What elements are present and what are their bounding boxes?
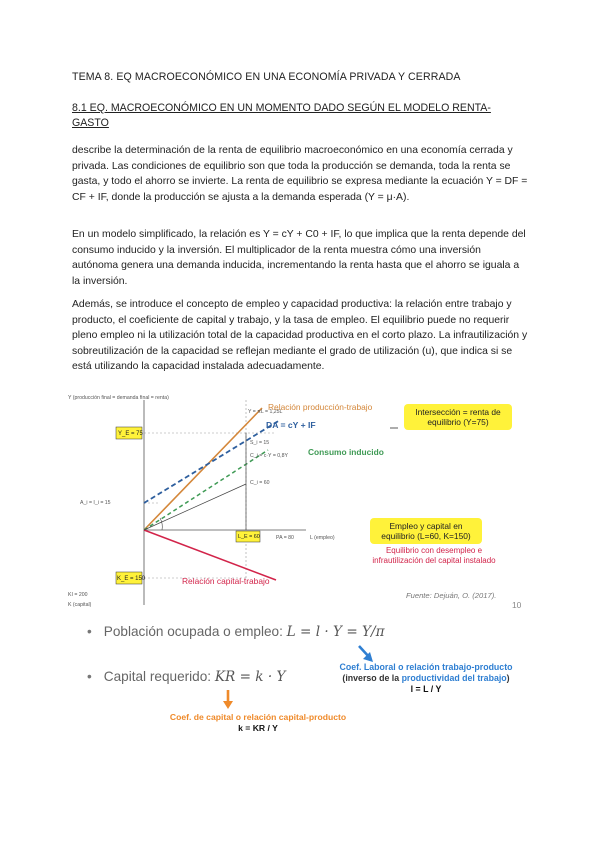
blue-arrow-icon	[359, 646, 373, 662]
coef-laboral-subtitle: (inverso de la productividad del trabajo)	[342, 673, 510, 683]
paragraph-2: En un modelo simplificado, la relación es Y = cY + C0 + IF, lo que implica que la renta depende del consumo inducido y la inversión. El multiplicador de la renta muestra cómo una inversión autónoma genera una demanda inducida, incrementando la renta hasta que el ahorro se iguala a la inversión.	[72, 229, 526, 287]
coef-capital-formula: k = KR / Y	[238, 723, 278, 733]
slide-page-number: 10	[512, 600, 522, 610]
legend-capital-trabajo: Relación capital-trabajo	[182, 576, 270, 586]
empleo-capital-box: Empleo y capital en equilibrio (L=60, K=150)	[370, 518, 482, 544]
paragraph-3: Además, se introduce el concepto de empleo y capacidad productiva: la relación entre trabajo y producto, el coeficiente de capital y trabajo, y la tasa de empleo. El equilibrio puede no requerir pleno empleo ni la utilización total de la capacidad productiva en el corto plazo. La infrautilización y sobreutilización de la capacidad se reflejan mediante el grado de utilización (u), que indica si se está utilizando la capacidad instalada adecuadamente.	[72, 299, 528, 373]
interseccion-box: Intersección = renta de equilibrio (Y=75)	[404, 404, 512, 430]
coef-laboral-formula: l = L / Y	[410, 684, 442, 694]
bullet-capital-text: Capital requerido:	[103, 669, 212, 684]
source-note: Fuente: Dejuán, O. (2017).	[406, 591, 497, 600]
section-subtitle: 8.1 EQ. MACROECONÓMICO EN UN MOMENTO DADO SEGÚN EL MODELO RENTA-GASTO	[72, 102, 491, 129]
line-consumo-inducido	[144, 450, 268, 530]
renta-gasto-figure	[68, 380, 526, 614]
coef-capital-note	[163, 712, 353, 734]
bullet-dot: •	[87, 669, 92, 684]
capital-formula: KR = k · Y	[214, 669, 286, 685]
prod-formula-label: Y = πL = 1,25L	[248, 409, 283, 415]
coef-capital-title: Coef. de capital o relación capital-producto	[169, 712, 347, 722]
i-label: A_i = I_i = 15	[80, 500, 111, 506]
legend-produccion-trabajo: Relación producción-trabajo	[268, 402, 373, 412]
ye-label: Y_E = 75	[118, 431, 143, 437]
line-da	[144, 420, 280, 503]
page-title: TEMA 8. EQ MACROECONÓMICO EN UNA ECONOMÍA PRIVADA Y CERRADA	[72, 71, 461, 83]
xaxis-label: L (empleo)	[310, 535, 335, 541]
legend-consumo-inducido: Consumo inducido	[308, 447, 384, 457]
le-label: L_E = 60	[238, 534, 260, 540]
alpha-arc	[160, 518, 162, 530]
employment-formula: L = l · Y = Y/π	[286, 624, 385, 640]
orange-arrow-icon	[223, 690, 233, 709]
paragraph-1: describe la determinación de la renta de equilibrio macroeconómico en una economía cerrada y privada. Las condiciones de equilibrio son que toda la producción se demanda, toda la renta se gasta, y todo el ahorro se invierte. La renta de equilibrio se expresa mediante la ecuación Y = DF = CF + IF, donde la producción se ajusta a la demanda esperada (Y = μ·A).	[72, 145, 528, 203]
ref-line-a	[144, 484, 246, 530]
cons-formula-label: C_i = c·Y = 0,8Y	[250, 453, 288, 459]
ke-label: K_E = 150	[117, 576, 146, 582]
yaxis-label: Y (producción final = demanda final = renta)	[68, 395, 169, 401]
bullet-employment-text: Población ocupada o empleo:	[103, 624, 283, 639]
s-value-label: S_i = 15	[250, 440, 270, 446]
coef-laboral-note	[323, 662, 529, 695]
coef-laboral-title: Coef. Laboral o relación trabajo-producto	[339, 662, 513, 672]
c-value-label: C_i = 60	[250, 480, 270, 486]
pa-label: PA = 80	[276, 535, 294, 541]
line-produccion-trabajo	[144, 408, 262, 530]
legend-da: DA = cY + IF	[266, 420, 316, 430]
kaxis-label: K (capital)	[68, 602, 92, 608]
bullet-dot: •	[87, 624, 92, 639]
employment-slide	[73, 618, 529, 748]
note-desempleo: Equilibrio con desempleo e infrautilización del capital instalado	[372, 546, 496, 565]
ki-label: KI = 200	[68, 592, 88, 598]
